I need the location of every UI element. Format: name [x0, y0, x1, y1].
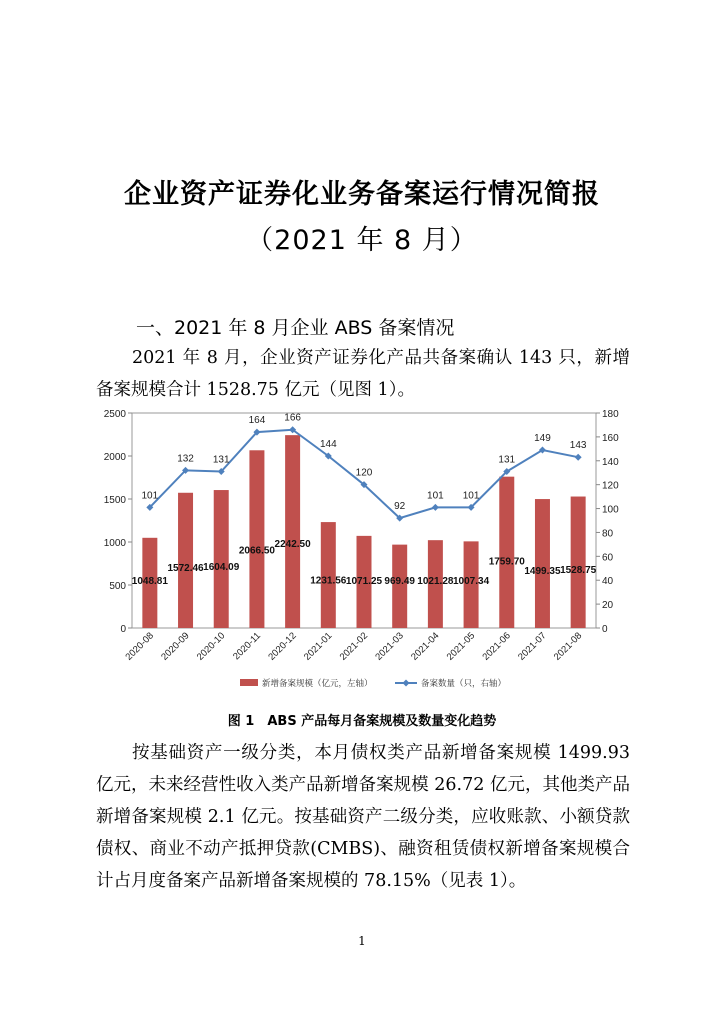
bar-data-label: 1572.46	[167, 563, 204, 575]
paragraph-1: 2021 年 8 月，企业资产证券化产品共备案确认 143 只，新增备案规模合计 1528.75 亿元（见图 1）。	[96, 348, 630, 400]
y-right-tick-label: 0	[602, 624, 608, 635]
line-data-label: 143	[569, 440, 587, 452]
bar	[499, 477, 514, 628]
x-tick-label: 2020-11	[231, 630, 264, 663]
x-ticks	[124, 630, 585, 662]
x-tick-label: 2021-02	[337, 630, 371, 663]
bar-data-label: 1021.28	[417, 576, 454, 587]
legend-line-label: 备案数量（只，右轴）	[421, 678, 507, 688]
page-number: 1	[358, 934, 366, 948]
y-right-tick-label: 20	[602, 600, 614, 612]
document-title: 企业资产证券化业务备案运行情况简报	[124, 179, 600, 210]
bar-data-label: 1048.81	[131, 576, 168, 587]
line-data-label: 166	[284, 412, 301, 424]
y-right-tick-label: 60	[602, 552, 614, 564]
x-tick-label: 2020-09	[159, 630, 192, 663]
line-data-label: 120	[355, 467, 373, 479]
bar	[571, 497, 586, 628]
x-tick-label: 2021-04	[409, 630, 442, 663]
bar-data-label: 1071.25	[345, 576, 383, 587]
x-tick-label: 2021-05	[444, 630, 478, 663]
section-heading: 一、2021 年 8 月企业 ABS 备案情况	[136, 317, 455, 339]
line-data-label: 101	[462, 490, 480, 502]
y-right-tick-label: 160	[602, 432, 619, 444]
figure-caption: 图 1 ABS 产品每月备案规模及数量变化趋势	[227, 714, 497, 729]
line-point	[575, 454, 582, 461]
y-left-tick-label: 1000	[103, 538, 126, 549]
line-point	[432, 504, 439, 511]
x-tick-label: 2021-01	[301, 630, 335, 663]
bar	[178, 493, 193, 628]
x-tick-label: 2020-08	[123, 630, 156, 663]
line-data-label: 144	[319, 439, 337, 450]
y-right-tick-label: 180	[602, 409, 619, 420]
x-tick-label: 2020-10	[194, 630, 228, 663]
y-left-ticks	[104, 409, 132, 635]
bar-data-label: 1499.35	[524, 565, 561, 577]
chart-legend	[240, 678, 506, 689]
line-data-label: 92	[394, 501, 406, 513]
bar-data-label: 1759.70	[488, 556, 525, 568]
line-data-label: 149	[534, 433, 551, 445]
legend-bar-label: 新增备案规模（亿元，左轴）	[262, 678, 373, 688]
y-right-ticks	[596, 409, 619, 635]
abs-monthly-chart	[90, 403, 630, 703]
y-left-tick-label: 0	[120, 624, 126, 635]
y-left-tick-label: 2000	[103, 452, 126, 463]
chart-line	[142, 413, 587, 522]
y-right-tick-label: 120	[602, 480, 619, 492]
y-left-tick-label: 2500	[103, 409, 126, 420]
y-right-tick-label: 140	[602, 456, 619, 468]
bar-data-label: 2242.50	[274, 539, 311, 551]
bar-data-label: 2066.50	[238, 545, 276, 557]
bar-data-label: 969.49	[384, 576, 415, 587]
x-tick-label: 2021-06	[480, 630, 513, 663]
bar-data-label: 1604.09	[203, 562, 240, 574]
line-data-label: 132	[177, 453, 194, 465]
legend-bar-swatch	[240, 679, 258, 686]
y-left-tick-label: 500	[109, 581, 126, 592]
bar-data-label: 1007.34	[452, 576, 490, 587]
line-data-label: 101	[427, 490, 444, 502]
legend-line-marker	[403, 680, 410, 687]
line-data-label: 164	[248, 415, 266, 427]
bar	[535, 499, 550, 628]
y-left-tick-label: 1500	[103, 495, 126, 506]
y-right-tick-label: 100	[602, 504, 619, 516]
document-subtitle: （2021 年 8 月）	[246, 225, 478, 256]
bar	[249, 450, 264, 628]
x-tick-label: 2021-07	[516, 630, 549, 663]
y-right-tick-label: 40	[602, 576, 614, 588]
x-tick-label: 2021-03	[373, 630, 406, 663]
x-tick-label: 2020-12	[266, 630, 299, 663]
bar	[285, 435, 300, 628]
line-data-label: 131	[212, 454, 230, 466]
x-tick-label: 2021-08	[551, 630, 585, 663]
line-data-label: 131	[498, 454, 516, 466]
bar-data-label: 1231.56	[310, 575, 347, 587]
bar-data-label: 1528.75	[560, 564, 597, 576]
y-right-tick-label: 80	[602, 528, 614, 540]
chart-bars	[132, 435, 597, 628]
paragraph-2: 按基础资产一级分类，本月债权类产品新增备案规模 1499.93 亿元，未来经营性收入类产品新增备案规模 26.72 亿元，其他类产品新增备案规模 2.1 亿元。按基础资产二级分类，应收账款、小额贷款债权、商业不动产抵押贷款(CMBS)、融资租赁债权新增备案规模合计占月度备案产品新增备案规模的 78.15%（见表 1）。	[96, 743, 630, 891]
bar	[214, 490, 229, 628]
line-data-label: 101	[141, 490, 159, 502]
